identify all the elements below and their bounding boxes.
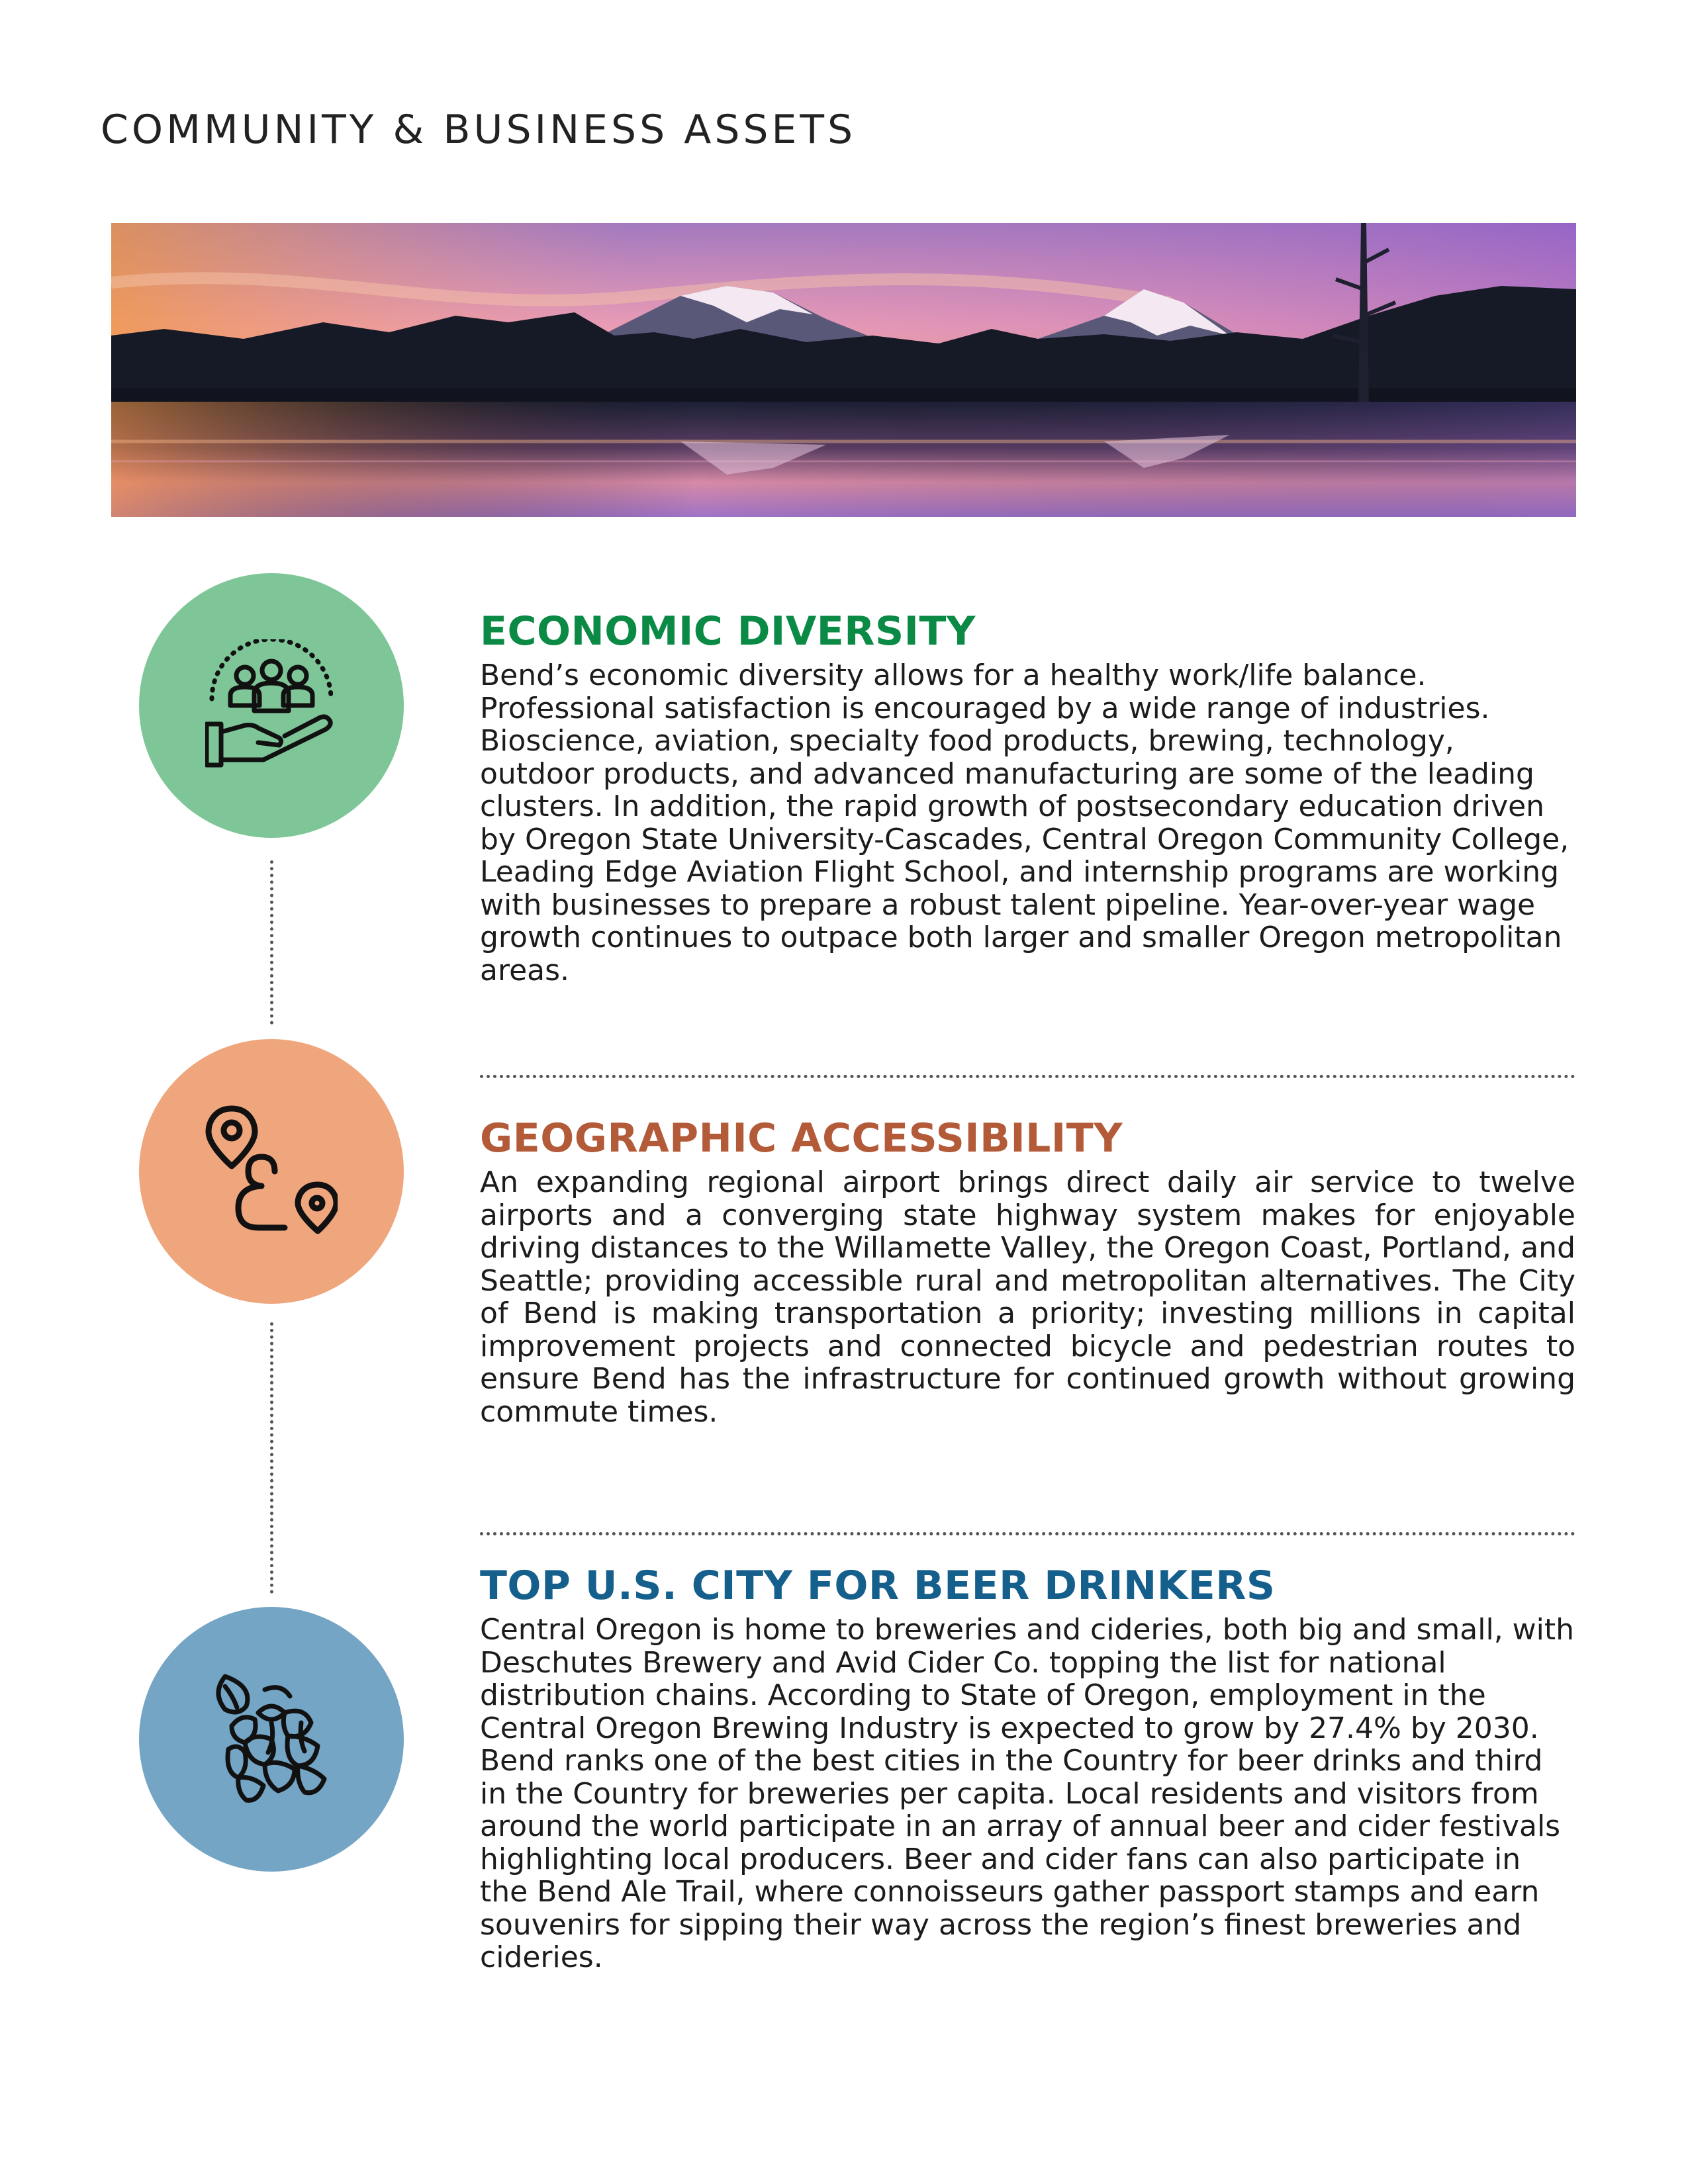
economic-diversity-circle [139,573,404,838]
economic-diversity-section [480,608,1575,987]
banner-image [111,223,1576,517]
timeline-connector [270,860,273,1024]
community-hand-icon [205,639,338,772]
sunset-mountain-lake-photo [111,223,1576,517]
geographic-accessibility-circle [139,1039,404,1304]
beer-drinkers-section [480,1562,1575,1974]
section-divider [480,1075,1575,1078]
section-heading: ECONOMIC DIVERSITY [480,608,976,655]
geographic-accessibility-section [480,1115,1575,1428]
section-divider [480,1532,1575,1535]
hops-icon [205,1673,338,1805]
route-map-pin-icon [205,1105,338,1238]
section-heading: GEOGRAPHIC ACCESSIBILITY [480,1115,1123,1161]
section-body: Central Oregon is home to breweries and cideries, both big and small, with Deschutes Brewery and Avid Cider Co. topping the list for national distribution chains. According to State of Oregon, employment in the Central Oregon Brewing Industry is expected to grow by 27.4% by 2030. Bend ranks one of the best cities in the Country for beer drinks and third in the Country for breweries per capita. Local residents and visitors from around the world participate in an array of annual beer and cider festivals highlighting local producers. Beer and cider fans can also participate in the Bend Ale Trail, where connoisseurs gather passport stamps and earn souvenirs for sipping their way across the region’s finest breweries and cideries. [480,1613,1575,1974]
section-heading: TOP U.S. CITY FOR BEER DRINKERS [480,1563,1276,1609]
timeline-connector [270,1322,273,1594]
section-body: Bend’s economic diversity allows for a healthy work/life balance. Professional satisfaction is encouraged by a wide range of industries. Bioscience, aviation, specialty food products, brewing, technology, outdoor products, and advanced manufacturing are some of the leading clusters. In addition, the rapid growth of postsecondary education driven by Oregon State University-Cascades, Central Oregon Community College, Leading Edge Aviation Flight School, and internship programs are working with businesses to prepare a robust talent pipeline. Year-over-year wage growth continues to outpace both larger and smaller Oregon metropolitan areas. [480,659,1570,987]
beer-drinkers-circle [139,1607,404,1872]
section-body: An expanding regional airport brings direct daily air service to twelve airports and a converging state highway system makes for enjoyable driving distances to the Willamette Valley, the Oregon Coast, Portland, and Seattle; providing accessible rural and metropolitan alternatives. The City of Bend is making transportation a priority; investing millions in capital improvement projects and connected bicycle and pedestrian routes to ensure Bend has the infrastructure for continued growth without growing commute times. [480,1165,1575,1429]
page-title: COMMUNITY & BUSINESS ASSETS [101,107,857,153]
